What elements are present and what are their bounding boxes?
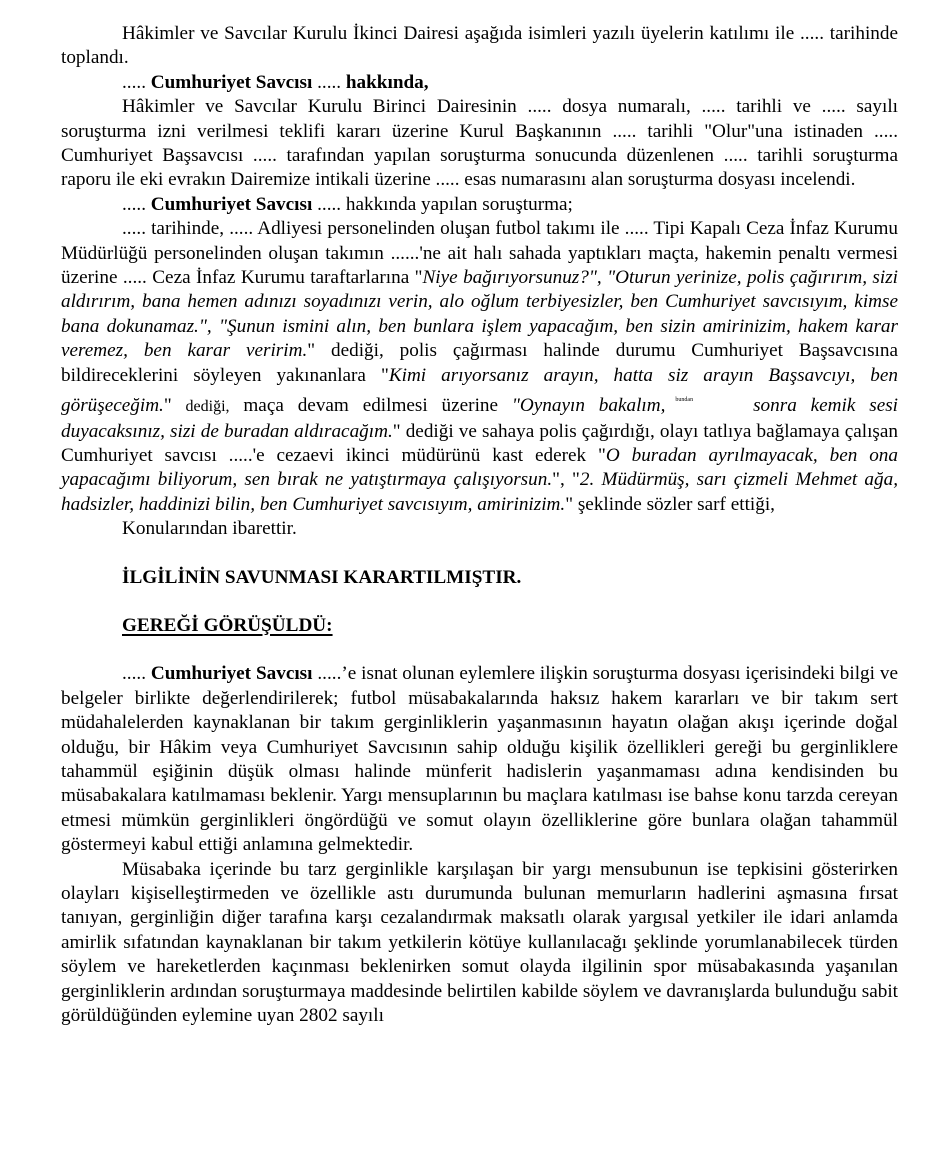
text: " dediği ve sahaya polis çağırdığı, olayı tatlıya bağlamaya çalışan Cumhuriyet savcısı .....'e cezaevi ikinci müdürünü kast ederek " bbox=[61, 420, 898, 466]
bold-title: Cumhuriyet Savcısı bbox=[150, 193, 313, 215]
paragraph-evaluation bbox=[61, 662, 898, 857]
paragraph-investigation-subject bbox=[61, 193, 898, 217]
text: " bbox=[163, 395, 186, 417]
text: ..... tarihinde, ..... Adliyesi personelinden oluşan futbol takımı ile ..... Tipi Kapalı Ceza İnfaz Kurumu Müdürlüğü personelinden oluşan takımın ......'ne ait halı sahada yaptıkları maçta, hakemin penaltı vermesi üzerine ..... Ceza İnfaz Kurumu taraftarlarına " bbox=[61, 218, 898, 289]
text: ..... hakkında yapılan soruşturma; bbox=[312, 193, 573, 215]
quoted-speech: "Oynayın bakalım, bbox=[511, 395, 666, 417]
quoted-speech: sonra kemik sesi duyacaksınız, sizi de buradan aldıracağım. bbox=[61, 395, 899, 442]
bold-title: hakkında, bbox=[345, 71, 429, 93]
text: ..... bbox=[122, 71, 151, 93]
spacer bbox=[61, 542, 898, 566]
paragraph-meeting-intro: Hâkimler ve Savcılar Kurulu İkinci Dairesi aşağıda isimleri yazılı üyelerin katılımı ile ..... tarihinde toplandı. bbox=[61, 23, 898, 69]
paragraph-expectations: Müsabaka içerinde bu tarz gerginlikle karşılaşan bir yargı mensubunun ise tepkisini gösterirken olayları kişiselleştirmeden ve özellikle astı durumunda bulunan memurların hadlerini aşmasına fırsat tanıyan, gerginliğin diğer tarafına karşı cezalandırmak maksatlı olarak yargısal yetkiler ile idari anlamda amirlik sıfatından kaynaklanan bir takım yetkilerin kötüye kullanılacağı şeklinde yorumlanabilecek türden söylem ve hareketlerden kaçınması beklenirken somut olayda ilgilinin spor müsabakasında yaşanılan gerginliklerin ardından soruşturmaya maddesinde belirtilen kabilde söylem ve davranışlarda bulunduğu sabit görüldüğünden eylemine uyan 2802 sayılı bbox=[61, 858, 898, 1027]
quoted-speech: Kimi arıyorsanız arayın, hatta siz arayın Başsavcıyı, ben görüşeceğim. bbox=[61, 364, 898, 417]
spacer bbox=[61, 638, 898, 662]
spacer bbox=[61, 590, 898, 614]
bold-title: Cumhuriyet Savcısı bbox=[150, 71, 313, 93]
paragraph-conclusion: Konularından ibarettir. bbox=[122, 518, 297, 540]
quoted-speech: Niye bağırıyorsunuz?", "Oturun yerinize, polis çağırırım, sizi aldırırım, bana hemen adınızı soyadınızı verin, alo oğlum terbiyesizler, ben Cumhuriyet savcısıyım, kimse bana dokunamaz.", "Şunun ismini alın, ben bunlara işlem yapacağım, ben sizin amirinizim, hakem karar veremez, ben karar veririm. bbox=[61, 267, 898, 362]
text: ..... bbox=[312, 71, 346, 93]
text: " şeklinde sözler sarf ettiği, bbox=[565, 493, 775, 515]
paragraph-incident-description bbox=[61, 217, 898, 517]
text: dediği, bbox=[185, 398, 230, 416]
text: maça devam edilmesi üzerine bbox=[229, 395, 512, 417]
tiny-annotation: bundan bbox=[675, 397, 694, 404]
paragraph-subject-line bbox=[61, 71, 898, 95]
underlined-heading: GEREĞİ GÖRÜŞÜLDÜ: bbox=[122, 614, 333, 636]
quoted-speech: O buradan ayrılmayacak, ben ona yapacağımı biliyorum, sen bırak ne yatıştırmaya çalışıyorsun. bbox=[61, 444, 898, 491]
text: ..... bbox=[122, 193, 151, 215]
text: .....’e isnat olunan eylemlere ilişkin soruşturma dosyası içerisindeki bilgi ve belgeler birlikte değerlendirilerek; futbol müsabakalarında haksız hakem kararları ve bir takım sert müdahalelerden kaynaklanan bir takım gerginliklerin yaşanmasının hayatın olağan akışı içerinde doğal olduğu, bir Hâkim veya Cumhuriyet Savcısının sahip olduğu kişilik özellikleri gereği bu gerginliklere tahammül eşiğinin düşük olması halinde münferit hadislerin yaşanmaması adına kendisinden bu müsabakalara katılmaması beklenir. Yargı mensuplarının bu maçlara katılması ise bahse konu tarzda cereyan etmesi mümkün gerginlikleri öngördüğü ve somut olayın özelliklerine göre bunlara olağan tahammül göstermeyi kabul ettiği anlamına gelmektedir. bbox=[61, 663, 898, 856]
heading-defense-status: İLGİLİNİN SAVUNMASI KARARTILMIŞTIR. bbox=[122, 566, 522, 588]
text: ..... bbox=[122, 663, 151, 685]
bold-title: Cumhuriyet Savcısı bbox=[150, 663, 313, 685]
text: " dediği, polis çağırması halinde durumu Cumhuriyet Başsavcısına bildireceklerini söyleyen yakınanlara " bbox=[61, 340, 898, 386]
heading-deliberation bbox=[61, 614, 898, 638]
paragraph-investigation-background: Hâkimler ve Savcılar Kurulu Birinci Dairesinin ..... dosya numaralı, ..... tarihli ve ..... sayılı soruşturma izni verilmesi teklifi kararı üzerine Kurul Başkanının ..... tarihli "Olur"una istinaden ..... Cumhuriyet Başsavcısı ..... tarafından yapılan soruşturma sonucunda düzenlenen ..... tarihli soruşturma raporu ile eki evrakın Dairemize intikali üzerine ..... esas numarasını alan soruşturma dosyası incelendi. bbox=[61, 96, 898, 191]
text: ", " bbox=[552, 469, 580, 491]
quoted-speech: 2. Müdürmüş, sarı çizmeli Mehmet ağa, hadsizler, haddinizi bilin, ben Cumhuriyet savcısıyım, amirinizim. bbox=[61, 469, 898, 515]
